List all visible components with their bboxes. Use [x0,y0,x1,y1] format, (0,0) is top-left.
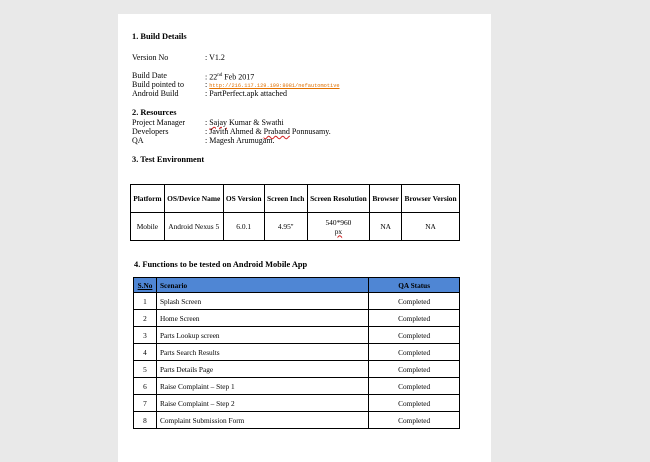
fn-cell-scenario: Raise Complaint – Step 1 [157,378,369,395]
section-heading-build: 1. Build Details [132,32,187,41]
env-header-row [131,185,460,213]
fn-header-scenario: Scenario [157,278,369,293]
qa-label: QA [132,136,144,145]
fn-cell-scenario: Complaint Submission Form [157,412,369,429]
env-header-cell: Browser [370,185,402,213]
fn-cell-qa-status: Completed [369,378,460,395]
functions-table [133,277,460,429]
env-cell: 4.95'' [264,213,307,241]
build-url-link[interactable]: http://216.117.129.199:8081/nefautomotive [209,83,340,89]
fn-cell-sno: 6 [134,378,157,395]
dev-label: Developers [132,127,169,136]
env-header-cell: Browser Version [402,185,460,213]
section-heading-functions: 4. Functions to be tested on Android Mobile App [134,260,308,269]
fn-cell-sno: 8 [134,412,157,429]
document-page: 1. Build Details Version No : V1.2 Build Date : 22nd Feb 2017 Build pointed to : http://216.117.129.199:8081/nefautomotive Android Build : PartPerfect.apk attached 2. Resources Project Manager : Sajay Kumar & Swathi Developers : Javith Ahmed & Praband Ponnusamy. QA : Magesh Arumugam. 3. Test Environment Platform OS/Device Name OS Version Screen Inch Screen Resolution Browser Browser Version Mobile Android Nexus 5 6.0.1 4.95'' 540*960 px NA NA 4. Functions to be tested on Android Mobile App S.No Scenario QA Status 1 Splash Screen Completed 2 Home Screen Completed 3 Parts Lookup screen Completed 4 Parts Search Results Completed 5 Parts Details Page Completed 6 Raise Complaint – Step 1 Completed 7 Raise Complaint – Step 2 Completed 8 Complaint Submission Form Completed [118,14,491,462]
table-row [134,361,460,378]
env-cell: 6.0.1 [223,213,264,241]
fn-cell-sno: 1 [134,293,157,310]
fn-cell-sno: 5 [134,361,157,378]
env-cell: Android Nexus 5 [164,213,223,241]
env-header-cell: OS/Device Name [164,185,223,213]
qa-value: : Magesh Arumugam. [205,136,275,145]
fn-cell-qa-status: Completed [369,310,460,327]
fn-cell-qa-status: Completed [369,344,460,361]
version-value: : V1.2 [205,53,225,62]
table-row [134,412,460,429]
fn-header-qa-status: QA Status [369,278,460,293]
env-data-row [131,213,460,241]
table-row [134,378,460,395]
fn-cell-qa-status: Completed [369,412,460,429]
fn-cell-scenario: Raise Complaint – Step 2 [157,395,369,412]
fn-cell-qa-status: Completed [369,327,460,344]
build-date-value: : 22nd Feb 2017 [205,72,255,82]
env-header-cell: Screen Resolution [307,185,370,213]
env-header-cell: Screen Inch [264,185,307,213]
build-pointed-label: Build pointed to [132,80,184,89]
pm-value: : Sajay Kumar & Swathi [205,118,284,127]
fn-cell-sno: 2 [134,310,157,327]
env-cell: NA [402,213,460,241]
fn-cell-scenario: Parts Lookup screen [157,327,369,344]
fn-cell-scenario: Splash Screen [157,293,369,310]
env-header-cell: Platform [131,185,165,213]
fn-cell-qa-status: Completed [369,395,460,412]
pm-label: Project Manager [132,118,186,127]
fn-cell-sno: 3 [134,327,157,344]
section-heading-resources: 2. Resources [132,108,177,117]
android-build-label: Android Build [132,89,179,98]
env-cell: Mobile [131,213,165,241]
fn-cell-sno: 7 [134,395,157,412]
table-row [134,293,460,310]
build-date-label: Build Date [132,71,167,80]
fn-cell-scenario: Parts Details Page [157,361,369,378]
table-row [134,344,460,361]
env-header-cell: OS Version [223,185,264,213]
env-cell: NA [370,213,402,241]
fn-header-row [134,278,460,293]
dev-value: : Javith Ahmed & Praband Ponnusamy. [205,127,331,136]
fn-cell-scenario: Parts Search Results [157,344,369,361]
test-environment-table [130,184,460,241]
section-heading-env: 3. Test Environment [132,155,205,164]
android-build-value: : PartPerfect.apk attached [205,89,287,98]
version-label: Version No [132,53,169,62]
fn-cell-qa-status: Completed [369,293,460,310]
table-row [134,327,460,344]
fn-cell-scenario: Home Screen [157,310,369,327]
fn-cell-qa-status: Completed [369,361,460,378]
env-cell-resolution: 540*960 px [307,213,370,241]
fn-cell-sno: 4 [134,344,157,361]
fn-header-sno: S.No [134,278,157,293]
table-row [134,310,460,327]
table-row [134,395,460,412]
